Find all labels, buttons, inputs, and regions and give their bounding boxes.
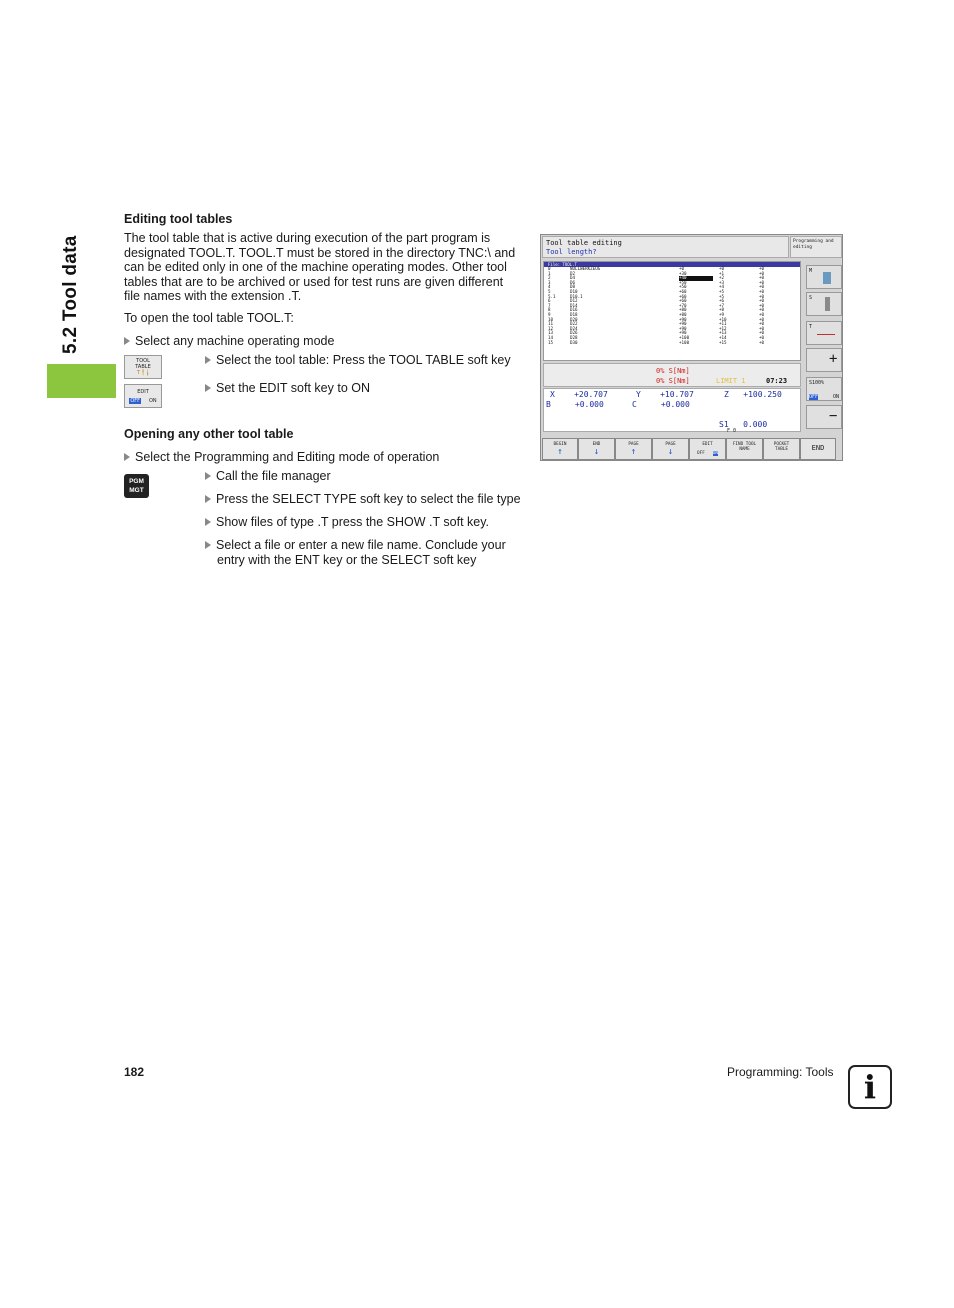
screen-softkey: FIND TOOL NAME [726,438,763,460]
table-cell: +90 [679,321,687,327]
intro-paragraph: The tool table that is active during execution of the part program is designated TOOL.T. TOOL.T must be stored in the directory TNC:\ and can be edited only in one of the machine operating modes. Other tool tables that are to be archived or used for test runs are given different file names with the extension .T. [124,231,516,304]
table-cell: +0 [759,321,765,327]
side-softkey-s: S [806,292,842,316]
table-cell: +13 [719,330,727,336]
table-cell: 4 [548,284,551,290]
table-cell: 14 [548,334,554,340]
table-cell: +0 [759,275,765,281]
heading-editing-tool-tables: Editing tool tables [124,212,233,226]
table-cell: 11 [548,321,554,327]
table-cell: +40 [679,276,713,281]
table-cell: D30 [570,339,578,345]
table-cell: +8 [719,307,725,313]
arrow-up-icon: ↑ [630,447,637,457]
status-area: 0% S[Nm] 0% S[Nm] LIMIT 1 07:23 [543,363,801,387]
table-cell: +0 [759,334,765,340]
table-cell: +2 [719,275,725,281]
table-cell: +0 [759,284,765,290]
table-cell: +1 [719,270,725,276]
table-cell: +0 [759,293,765,299]
table-cell: +100 [679,334,690,340]
table-cell: +0 [759,311,765,317]
step-edit-on: Set the EDIT soft key to ON [205,381,370,396]
page-number: 182 [124,1065,145,1079]
screen-softkey: END ↓ [578,438,615,460]
table-cell: +60 [679,298,687,304]
table-cell: 15 [548,339,554,345]
table-cell: D2 [570,270,576,276]
table-cell: +90 [679,316,687,322]
step-programming-mode: Select the Programming and Editing mode of operation [124,450,439,465]
section-title-vertical: 5.2 Tool data [60,235,81,354]
edit-softkey: EDIT OFF ON [124,384,162,408]
table-cell: D28 [570,334,578,340]
tnc-screenshot [540,234,843,461]
step-show-t: Show files of type .T press the SHOW .T soft key. [205,515,489,530]
pgm-mgt-key: PGM MGT [124,474,149,498]
table-row [544,341,800,346]
table-cell: +9 [719,311,725,317]
bullet-arrow-icon [205,356,211,364]
side-softkey-s100: S100% OFF ON [806,377,842,401]
table-cell: +50 [679,279,687,285]
table-cell: D16 [570,307,578,313]
arrow-down-icon: ↓ [667,447,674,457]
arrow-up-icon: ↑ [557,447,563,457]
table-cell: D14 [570,302,578,308]
table-cell: +6 [719,298,725,304]
table-cell: D22 [570,321,578,327]
table-cell: 8 [548,307,551,313]
heading-opening-other-table: Opening any other tool table [124,427,294,441]
table-cell: +0 [719,266,725,271]
screen-prompt: Tool length? [546,248,597,256]
table-cell: D8 [570,284,576,290]
table-cell: +11 [719,321,727,327]
table-cell: +15 [719,339,727,345]
table-cell: 2 [548,275,551,281]
side-softkey-m: M [806,265,842,289]
screen-title: Tool table editing [546,239,622,247]
table-cell: +3 [719,279,725,285]
bullet-arrow-icon [205,472,211,480]
screen-softkey: PAGE ↓ [652,438,689,460]
table-cell: +80 [679,307,687,313]
table-cell: +0 [759,307,765,313]
table-cell: 5 [548,288,551,294]
table-cell: +5 [719,288,725,294]
table-cell: D10.1 [570,293,583,299]
table-cell: D10 [570,288,578,294]
section-tab-marker [47,364,116,398]
screen-softkey: END [800,438,836,460]
screen-softkey: EDIT OFF ON [689,438,726,460]
screen-header [542,236,789,258]
table-cell: +70 [679,302,687,308]
side-softkey-minus: − [806,405,842,429]
tool-table-softkey: TOOL TABLE T ╿ ╽ [124,355,162,379]
step-select-file: Select a file or enter a new file name. Conclude your entry with the ENT key or the SELECT soft key [205,538,506,567]
table-cell: +7 [719,302,725,308]
table-cell: +0 [679,266,685,271]
info-icon: i [848,1065,892,1109]
table-cell: +0 [759,302,765,308]
bullet-arrow-icon [205,518,211,526]
table-cell: +0 [759,288,765,294]
table-cell: D18 [570,311,578,317]
table-cell: +90 [679,325,687,331]
step-tool-table: Select the tool table: Press the TOOL TABLE soft key [205,353,511,368]
table-cell: +0 [759,270,765,276]
tool-table [543,261,801,361]
table-cell: +50 [679,284,687,290]
screen-mode: Programming and editing [790,236,842,258]
bullet-arrow-icon [124,453,130,461]
table-cell: +80 [679,311,687,317]
side-softkey-plus: + [806,348,842,372]
table-cell: +100 [679,339,690,345]
table-cell: +0 [759,325,765,331]
table-cell: D20 [570,316,578,322]
table-cell: D26 [570,330,578,336]
table-cell: +14 [719,334,727,340]
position-display: X +20.707 Y +10.707 Z +100.250 B +0.000 C +0.000 S1 0.000 F 0 [543,388,801,432]
table-cell: 12 [548,325,554,331]
table-cell: +0 [759,316,765,322]
table-cell: 10 [548,316,554,322]
table-cell: +10 [719,316,727,322]
bullet-arrow-icon [205,495,211,503]
bullet-arrow-icon [124,337,130,345]
tool-icon: T ╿ ╽ [136,370,150,376]
step-select-mode: Select any machine operating mode [124,334,334,349]
table-cell: +0 [759,266,765,271]
table-cell: +90 [679,330,687,336]
step-file-manager: Call the file manager [205,469,331,484]
table-cell: 5.1 [548,293,556,299]
open-instruction: To open the tool table TOOL.T: [124,311,294,325]
screen-softkey: POCKET TABLE [763,438,800,460]
step-select-type: Press the SELECT TYPE soft key to select the file type [205,492,521,507]
bullet-arrow-icon [205,384,211,392]
table-cell: +60 [679,288,687,294]
table-cell: +4 [719,284,725,290]
chapter-title: Programming: Tools [727,1065,834,1079]
table-cell: +60 [679,293,687,299]
table-cell: +0 [759,339,765,345]
screen-softkey: PAGE ↑ [615,438,652,460]
table-cell: 1 [548,270,551,276]
table-cell: 0 [548,266,551,271]
table-cell: 7 [548,302,551,308]
table-cell: D6 [570,279,576,285]
table-cell: D12 [570,298,578,304]
screen-softkey: BEGIN ↑ [542,438,578,460]
table-cell: +5 [719,293,725,299]
side-softkey-t: T [806,321,842,345]
table-cell: +0 [759,279,765,285]
arrow-down-icon: ↓ [593,447,600,457]
table-cell: 13 [548,330,554,336]
table-cell: 3 [548,279,551,285]
table-cell: D4 [570,275,576,281]
table-cell: +0 [759,298,765,304]
table-cell: +30 [679,270,687,276]
table-cell: 6 [548,298,551,304]
table-cell: +12 [719,325,727,331]
tool-table-header: File: TOOL.T [544,262,800,267]
table-cell: 9 [548,311,551,317]
table-cell: NULLWERKZEUG [570,266,601,271]
table-cell: D24 [570,325,578,331]
bullet-arrow-icon [205,541,211,549]
table-cell: +0 [759,330,765,336]
